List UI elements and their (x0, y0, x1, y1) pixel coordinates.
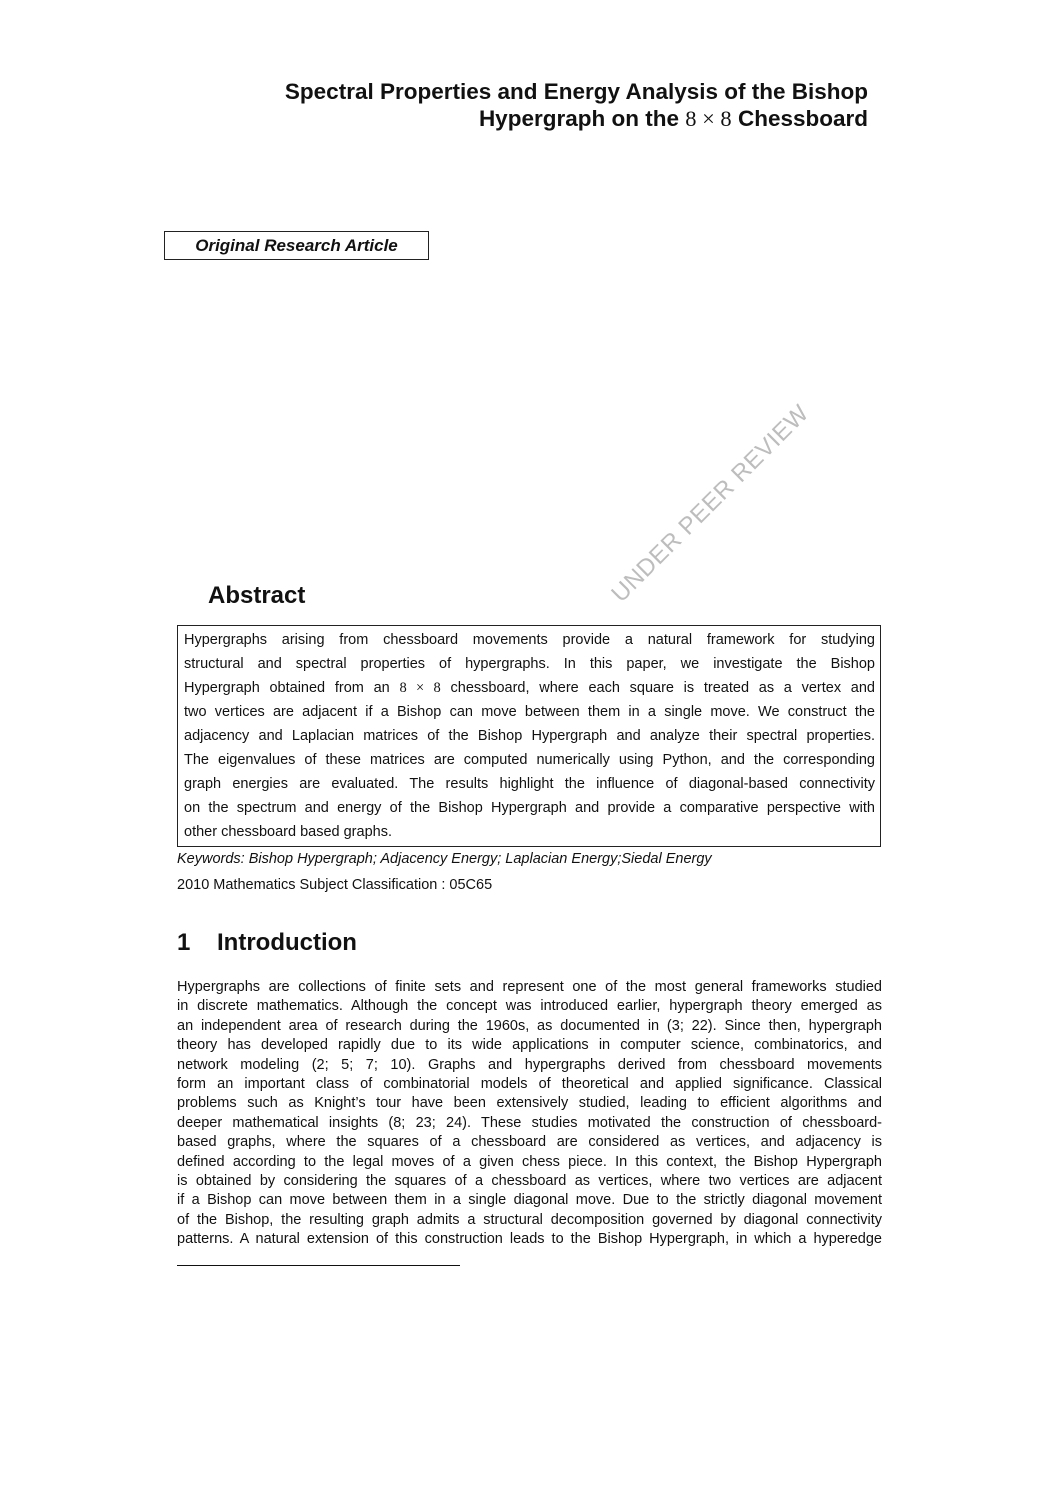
abstract-line: adjacency and Laplacian matrices of the Bishop Hypergraph and analyze their spectral properties. (184, 728, 875, 744)
abstract-line: structural and spectral properties of hypergraphs. In this paper, we investigate the Bishop (184, 656, 875, 672)
intro-line: theory has developed rapidly due to its wide applications in computer science, combinatorics, and (177, 1037, 882, 1054)
abstract-line (184, 676, 875, 700)
peer-review-watermark: UNDER PEER REVIEW (606, 399, 815, 608)
abstract-line: graph energies are evaluated. The results highlight the influence of diagonal-based connectivity (184, 776, 875, 792)
intro-line: in discrete mathematics. Although the concept was introduced earlier, hypergraph theory emerged as (177, 998, 882, 1015)
abstract-line-3-suffix: chessboard, where each square is treated as a vertex and (450, 680, 875, 696)
intro-line: is obtained by considering the squares of a chessboard as vertices, where two vertices are adjacent (177, 1173, 882, 1190)
footnote-rule (177, 1265, 460, 1266)
title-line-2-suffix: Chessboard (737, 106, 868, 131)
title-line-2 (160, 105, 868, 132)
keywords: Keywords: Bishop Hypergraph; Adjacency Energy; Laplacian Energy;Siedal Energy (177, 851, 712, 867)
msc-classification: 2010 Mathematics Subject Classification : 05C65 (177, 877, 493, 893)
abstract-line: Hypergraphs arising from chessboard movements provide a natural framework for studying (184, 632, 875, 648)
section-heading-introduction (177, 929, 357, 957)
abstract-line: other chessboard based graphs. (184, 824, 392, 840)
intro-line: deeper mathematical insights (8; 23; 24). These studies motivated the construction of chessboard- (177, 1114, 882, 1131)
article-type-label: Original Research Article (164, 231, 429, 260)
section-number: 1 (177, 929, 191, 956)
abstract-line: two vertices are adjacent if a Bishop can move between them in a single move. We construct the (184, 704, 875, 720)
intro-line: patterns. A natural extension of this construction leads to the Bishop Hypergraph, in which a hyperedge (177, 1231, 882, 1248)
intro-line: defined according to the legal moves of a given chess piece. In this context, the Bishop Hypergraph (177, 1153, 882, 1170)
intro-line: problems such as Knight’s tour have been extensively studied, leading to efficient algorithms and (177, 1095, 882, 1112)
abstract-line: The eigenvalues of these matrices are computed numerically using Python, and the corresponding (184, 752, 875, 768)
abstract-math: 8 × 8 (399, 680, 441, 696)
intro-line: based graphs, where the squares of a chessboard are considered as vertices, and adjacency is (177, 1134, 882, 1151)
intro-line: of the Bishop, the resulting graph admits a structural decomposition governed by diagonal connectivity (177, 1211, 882, 1228)
abstract-body (177, 625, 881, 847)
intro-line: network modeling (2; 5; 7; 10). Graphs and hypergraphs derived from chessboard movements (177, 1056, 882, 1073)
intro-line: if a Bishop can move between them in a single diagonal move. Due to the strictly diagonal movement (177, 1192, 882, 1209)
abstract-line-3-prefix: Hypergraph obtained from an (184, 680, 390, 696)
introduction-body (177, 978, 882, 1250)
intro-line: an independent area of research during the 1960s, as documented in (3; 22). Since then, hypergraph (177, 1017, 882, 1034)
title-line-2-prefix: Hypergraph on the (478, 106, 679, 131)
section-title: Introduction (217, 929, 357, 956)
paper-title (160, 78, 868, 132)
title-line-1: Spectral Properties and Energy Analysis of the Bishop (284, 79, 868, 104)
intro-line: Hypergraphs are collections of finite sets and represent one of the most general frameworks studied (177, 979, 882, 995)
title-math: 8 × 8 (685, 106, 732, 131)
abstract-heading: Abstract (208, 582, 306, 609)
abstract-line: on the spectrum and energy of the Bishop Hypergraph and provide a comparative perspective with (184, 800, 875, 816)
intro-line: form an important class of combinatorial models of theoretical and applied significance. Classical (177, 1076, 882, 1093)
